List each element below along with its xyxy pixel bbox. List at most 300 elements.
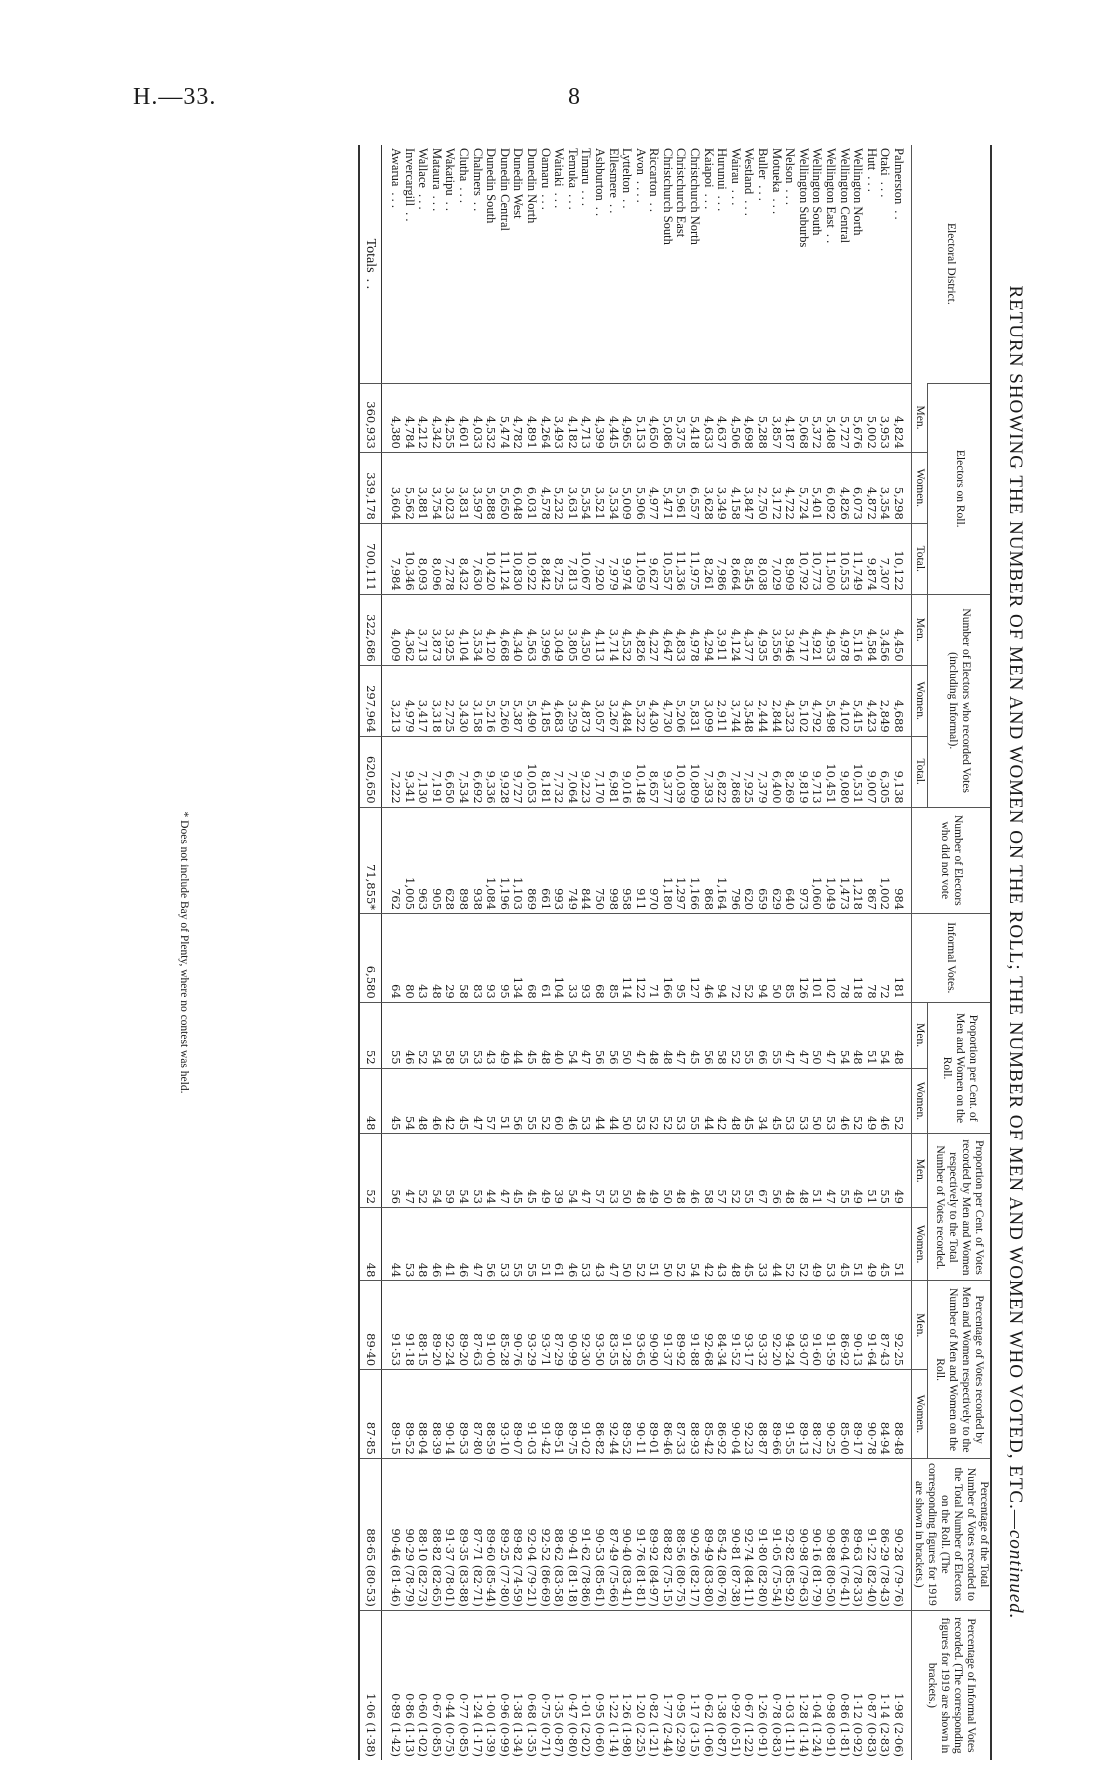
cell-did-not-vote: 911 — [633, 807, 647, 913]
sub-total: Total. — [912, 736, 929, 807]
cell-did-not-vote: 640 — [783, 807, 797, 913]
col-did-not-vote: Number of Electors who did not vote — [912, 807, 992, 913]
cell-pct-women: 91·42 — [538, 1370, 552, 1459]
cell-pct-informal: 0·78 (0·83) — [769, 1610, 783, 1760]
cell-pct-informal: 0·60 (1·02) — [416, 1610, 430, 1760]
table-row — [429, 145, 443, 1760]
table-row — [701, 145, 715, 1760]
cell-pct-informal: 1·12 (0·92) — [851, 1610, 865, 1760]
district-cell — [823, 145, 837, 383]
cell-did-not-vote: 867 — [864, 807, 878, 913]
cell-prop-roll-women: 52 — [660, 1068, 674, 1134]
cell-prop-votes-men: 51 — [864, 1134, 878, 1207]
cell-pct-informal: 0·44 (0·75) — [443, 1610, 457, 1760]
cell-voted-total: 9,016 — [620, 736, 634, 807]
district-cell — [552, 145, 566, 383]
cell-prop-votes-men: 46 — [688, 1134, 702, 1207]
cell-prop-votes-men: 53 — [470, 1134, 484, 1207]
cell-did-not-vote: 984 — [891, 807, 911, 913]
cell-prop-votes-men: 49 — [851, 1134, 865, 1207]
cell-informal: 68 — [592, 914, 606, 1003]
sub-total: Total. — [912, 523, 929, 594]
cell-prop-votes-men: 56 — [382, 1134, 402, 1207]
cell-prop-votes-women: 52 — [674, 1207, 688, 1280]
cell-voted-women: 4,102 — [837, 665, 851, 736]
cell-voted-women: 4,979 — [402, 665, 416, 736]
cell-pct-men: 93·50 — [592, 1281, 606, 1370]
cell-roll-women: 5,650 — [497, 452, 511, 523]
cell-voted-total: 10,531 — [851, 736, 865, 807]
cell-voted-total: 10,148 — [633, 736, 647, 807]
cell-voted-total: 7,732 — [552, 736, 566, 807]
cell-did-not-vote: 620 — [742, 807, 756, 913]
leader-dots: . . . — [715, 195, 730, 212]
cell-voted-men: 3,946 — [783, 594, 797, 665]
cell-informal: 64 — [382, 914, 402, 1003]
district-name: Lyttelton — [620, 148, 635, 194]
cell-pct-men: 91·28 — [620, 1281, 634, 1370]
cell-prop-roll-men: 52 — [416, 1002, 430, 1068]
cell-voted-women: 3,259 — [565, 665, 579, 736]
cell-voted-men: 4,009 — [382, 594, 402, 665]
cell-pct-informal: 1·06 (1·38) — [359, 1610, 382, 1760]
cell-prop-votes-men: 57 — [592, 1134, 606, 1207]
cell-prop-roll-women: 55 — [688, 1068, 702, 1134]
cell-roll-women: 3,023 — [443, 452, 457, 523]
cell-pct-total: 90·40 (83·41) — [620, 1458, 634, 1610]
cell-roll-men: 4,033 — [470, 383, 484, 452]
cell-voted-women: 3,057 — [592, 665, 606, 736]
district-name: Chalmers — [470, 148, 485, 196]
cell-voted-men: 4,294 — [701, 594, 715, 665]
cell-pct-men: 89·20 — [456, 1281, 470, 1370]
cell-roll-men: 4,342 — [429, 383, 443, 452]
cell-voted-women: 5,387 — [511, 665, 525, 736]
district-cell — [497, 145, 511, 383]
leader-dots: . . — [892, 210, 906, 220]
district-name: Wallace — [416, 148, 431, 188]
cell-pct-women: 88·04 — [416, 1370, 430, 1459]
cell-roll-total: 10,773 — [810, 523, 824, 594]
cell-pct-men: 91·88 — [688, 1281, 702, 1370]
cell-pct-informal: 0·47 (0·80) — [565, 1610, 579, 1760]
cell-pct-total: 90·53 (85·61) — [592, 1458, 606, 1610]
cell-roll-total: 8,545 — [742, 523, 756, 594]
cell-prop-votes-men: 51 — [810, 1134, 824, 1207]
cell-did-not-vote: 661 — [538, 807, 552, 913]
cell-did-not-vote: 71,855* — [359, 807, 382, 913]
cell-prop-roll-men: 47 — [674, 1002, 688, 1068]
leader-dots: . . . — [538, 194, 553, 210]
district-name: Christchurch South — [660, 148, 675, 245]
district-cell — [579, 145, 593, 383]
sub-women: Women. — [912, 665, 929, 736]
cell-voted-men: 4,647 — [660, 594, 674, 665]
cell-prop-votes-men: 53 — [606, 1134, 620, 1207]
rotated-table-page — [152, 145, 1026, 1760]
district-name: Dunedin Central — [497, 148, 512, 231]
cell-prop-roll-men: 48 — [538, 1002, 552, 1068]
cell-pct-informal: 1·01 (2·02) — [579, 1610, 593, 1760]
cell-pct-total: 85·42 (80·76) — [715, 1458, 729, 1610]
district-name: Westland — [742, 148, 757, 195]
cell-informal: 80 — [402, 914, 416, 1003]
cell-voted-women: 2,444 — [755, 665, 769, 736]
cell-voted-women: 5,216 — [484, 665, 498, 736]
sub-men: Men. — [912, 1002, 929, 1068]
cell-roll-total: 7,984 — [382, 523, 402, 594]
district-cell — [647, 145, 661, 383]
table-row — [443, 145, 457, 1760]
district-name: Temuka — [565, 148, 580, 189]
cell-pct-men: 90·76 — [511, 1281, 525, 1370]
cell-pct-women: 87·85 — [359, 1370, 382, 1459]
district-name: Otaki — [878, 148, 893, 176]
cell-pct-total: 92·82 (85·92) — [783, 1458, 797, 1610]
col-electors-on-roll: Electors on Roll. — [928, 383, 991, 594]
district-name: Wellington Suburbs — [796, 148, 811, 248]
cell-roll-women: 3,521 — [592, 452, 606, 523]
cell-voted-total: 620,650 — [359, 736, 382, 807]
cell-prop-votes-women: 44 — [769, 1207, 783, 1280]
cell-roll-total: 7,986 — [715, 523, 729, 594]
cell-prop-votes-men: 54 — [565, 1134, 579, 1207]
district-cell — [524, 145, 538, 383]
cell-pct-total: 90·26 (82·17) — [688, 1458, 702, 1610]
cell-prop-roll-men: 54 — [837, 1002, 851, 1068]
cell-voted-men: 4,120 — [484, 594, 498, 665]
cell-roll-men: 4,445 — [606, 383, 620, 452]
table-row — [402, 145, 416, 1760]
cell-roll-women: 5,562 — [402, 452, 416, 523]
cell-pct-informal: 1·03 (1·11) — [783, 1610, 797, 1760]
district-name: Avon — [633, 148, 648, 175]
cell-informal: 83 — [470, 914, 484, 1003]
cell-pct-total: 90·41 (81·18) — [565, 1458, 579, 1610]
district-cell — [382, 145, 402, 383]
district-cell — [470, 145, 484, 383]
cell-pct-men: 89·40 — [359, 1281, 382, 1370]
cell-informal: 85 — [606, 914, 620, 1003]
cell-did-not-vote: 1,164 — [715, 807, 729, 913]
cell-voted-total: 10,809 — [688, 736, 702, 807]
cell-roll-total: 10,830 — [511, 523, 525, 594]
district-name: Dunedin North — [524, 148, 539, 224]
cell-pct-total: 90·88 (80·50) — [823, 1458, 837, 1610]
cell-prop-roll-women: 53 — [796, 1068, 810, 1134]
cell-voted-total: 9,080 — [837, 736, 851, 807]
cell-informal: 181 — [891, 914, 911, 1003]
cell-roll-women: 3,831 — [456, 452, 470, 523]
cell-prop-roll-women: 48 — [359, 1068, 382, 1134]
cell-prop-roll-women: 49 — [864, 1068, 878, 1134]
cell-prop-roll-women: 54 — [402, 1068, 416, 1134]
cell-pct-women: 89·13 — [796, 1370, 810, 1459]
cell-roll-men: 4,784 — [402, 383, 416, 452]
district-name: Clutha — [457, 148, 471, 182]
cell-roll-men: 5,002 — [864, 383, 878, 452]
cell-prop-roll-women: 50 — [810, 1068, 824, 1134]
cell-did-not-vote: 869 — [524, 807, 538, 913]
cell-prop-roll-men: 40 — [552, 1002, 566, 1068]
cell-voted-women: 5,102 — [796, 665, 810, 736]
cell-voted-men: 3,713 — [416, 594, 430, 665]
cell-did-not-vote: 1,049 — [823, 807, 837, 913]
cell-roll-women: 5,961 — [674, 452, 688, 523]
district-cell — [674, 145, 688, 383]
cell-informal: 43 — [416, 914, 430, 1003]
cell-prop-roll-women: 48 — [728, 1068, 742, 1134]
cell-pct-women: 90·04 — [728, 1370, 742, 1459]
cell-prop-roll-women: 45 — [382, 1068, 402, 1134]
cell-prop-votes-women: 33 — [755, 1207, 769, 1280]
table-body — [359, 145, 912, 1760]
cell-prop-votes-women: 51 — [851, 1207, 865, 1280]
cell-pct-informal: 0·67 (1·22) — [742, 1610, 756, 1760]
cell-voted-women: 3,430 — [456, 665, 470, 736]
title-main: RETURN SHOWING THE NUMBER OF MEN AND WOMEN ON THE ROLL; THE NUMBER OF MEN AND WOMEN WHO VOTED, ETC.— — [1005, 285, 1026, 1530]
cell-voted-women: 2,844 — [769, 665, 783, 736]
district-name: Dunedin West — [511, 148, 526, 219]
cell-voted-women: 4,185 — [538, 665, 552, 736]
cell-prop-votes-women: 50 — [620, 1207, 634, 1280]
cell-roll-total: 8,261 — [701, 523, 715, 594]
cell-voted-men: 4,113 — [592, 594, 606, 665]
cell-pct-total: 90·28 (79·76) — [891, 1458, 911, 1610]
cell-prop-roll-women: 52 — [851, 1068, 865, 1134]
cell-prop-roll-women: 47 — [470, 1068, 484, 1134]
cell-voted-women: 5,831 — [688, 665, 702, 736]
cell-roll-women: 6,557 — [688, 452, 702, 523]
district-cell — [864, 145, 878, 383]
district-name: Christchurch North — [688, 148, 703, 245]
cell-informal: 33 — [565, 914, 579, 1003]
cell-pct-men: 83·55 — [606, 1281, 620, 1370]
district-name: Kaiapoi — [701, 148, 716, 188]
cell-voted-women: 4,688 — [891, 665, 911, 736]
cell-did-not-vote: 970 — [647, 807, 661, 913]
election-return-table — [358, 145, 992, 1760]
col-pct-voted: Percentage of Votes recorded by Men and Women respectively to the Number of Men and Women on the Roll. — [928, 1281, 991, 1458]
cell-roll-men: 5,068 — [796, 383, 810, 452]
cell-roll-total: 7,813 — [565, 523, 579, 594]
col-proportion-votes: Proportion per Cent. of Votes recorded by Men and Women respectively to the Total Number of Votes recorded. — [928, 1134, 991, 1281]
cell-voted-total: 7,379 — [755, 736, 769, 807]
leader-dots: . . . — [783, 189, 798, 206]
cell-pct-total: 91·05 (75·54) — [769, 1458, 783, 1610]
cell-prop-votes-men: 67 — [755, 1134, 769, 1207]
cell-did-not-vote: 998 — [606, 807, 620, 913]
cell-pct-women: 93·10 — [497, 1370, 511, 1459]
cell-roll-women: 6,031 — [524, 452, 538, 523]
cell-prop-votes-women: 45 — [742, 1207, 756, 1280]
cell-pct-informal: 0·95 (0·60) — [592, 1610, 606, 1760]
cell-did-not-vote: 938 — [470, 807, 484, 913]
cell-pct-women: 88·48 — [891, 1370, 911, 1459]
cell-prop-roll-women: 46 — [837, 1068, 851, 1134]
cell-roll-women: 3,628 — [701, 452, 715, 523]
cell-prop-votes-women: 51 — [891, 1207, 911, 1280]
cell-prop-roll-men: 51 — [864, 1002, 878, 1068]
cell-informal: 6,580 — [359, 914, 382, 1003]
district-name: Wellington South — [810, 148, 825, 236]
cell-roll-men: 5,418 — [688, 383, 702, 452]
cell-roll-men: 3,953 — [878, 383, 892, 452]
cell-roll-women: 339,178 — [359, 452, 382, 523]
cell-pct-informal: 1·22 (1·14) — [606, 1610, 620, 1760]
cell-roll-total: 700,111 — [359, 523, 382, 594]
cell-roll-men: 4,187 — [783, 383, 797, 452]
document-code: H.—33. — [133, 84, 217, 110]
table-row — [755, 145, 769, 1760]
cell-informal: 78 — [864, 914, 878, 1003]
district-cell — [620, 145, 634, 383]
district-cell — [402, 145, 416, 383]
district-cell — [783, 145, 797, 383]
cell-pct-total: 86·04 (76·41) — [837, 1458, 851, 1610]
cell-pct-total: 88·56 (80·75) — [674, 1458, 688, 1610]
cell-did-not-vote: 629 — [769, 807, 783, 913]
cell-pct-women: 89·17 — [851, 1370, 865, 1459]
cell-prop-votes-men: 49 — [647, 1134, 661, 1207]
cell-roll-men: 5,153 — [633, 383, 647, 452]
table-row — [579, 145, 593, 1760]
cell-roll-total: 11,500 — [823, 523, 837, 594]
district-cell — [728, 145, 742, 383]
cell-pct-women: 91·03 — [524, 1370, 538, 1459]
cell-voted-women: 4,430 — [647, 665, 661, 736]
cell-voted-women: 4,683 — [552, 665, 566, 736]
cell-voted-women: 2,849 — [878, 665, 892, 736]
cell-prop-roll-women: 48 — [416, 1068, 430, 1134]
district-name: Christchurch East — [674, 148, 689, 238]
cell-voted-total: 9,336 — [484, 736, 498, 807]
district-cell — [796, 145, 810, 383]
leader-dots: . . . — [552, 192, 567, 209]
table-row — [769, 145, 783, 1760]
cell-prop-votes-women: 46 — [565, 1207, 579, 1280]
cell-voted-women: 4,323 — [783, 665, 797, 736]
cell-prop-roll-men: 56 — [606, 1002, 620, 1068]
cell-roll-men: 4,255 — [443, 383, 457, 452]
cell-roll-total: 11,124 — [497, 523, 511, 594]
cell-voted-total: 7,222 — [382, 736, 402, 807]
cell-did-not-vote: 750 — [592, 807, 606, 913]
cell-voted-total: 8,181 — [538, 736, 552, 807]
col-pct-informal: Percentage of Informal Votes recorded. (The corresponding figures for 1919 are shown in brackets.) — [912, 1610, 992, 1760]
cell-prop-votes-men: 54 — [429, 1134, 443, 1207]
cell-prop-roll-men: 54 — [429, 1002, 443, 1068]
cell-did-not-vote: 796 — [728, 807, 742, 913]
cell-prop-roll-women: 55 — [524, 1068, 538, 1134]
cell-pct-informal: 0·96 (0·99) — [497, 1610, 511, 1760]
cell-prop-roll-men: 54 — [878, 1002, 892, 1068]
cell-roll-men: 4,713 — [579, 383, 593, 452]
cell-pct-men: 91·64 — [864, 1281, 878, 1370]
cell-pct-informal: 1·28 (1·14) — [796, 1610, 810, 1760]
table-row — [742, 145, 756, 1760]
cell-prop-votes-women: 53 — [823, 1207, 837, 1280]
col-district: Electoral District. — [912, 145, 992, 383]
cell-pct-total: 91·22 (82·40) — [864, 1458, 878, 1610]
cell-roll-total: 7,979 — [606, 523, 620, 594]
leader-dots: . . . — [878, 181, 893, 198]
cell-prop-votes-women: 55 — [524, 1207, 538, 1280]
cell-prop-votes-men: 55 — [878, 1134, 892, 1207]
cell-roll-total: 8,093 — [416, 523, 430, 594]
cell-roll-total: 10,792 — [796, 523, 810, 594]
cell-pct-total: 92·52 (86·69) — [538, 1458, 552, 1610]
cell-informal: 61 — [538, 914, 552, 1003]
district-name: Wakatipu — [443, 148, 458, 196]
cell-roll-men: 5,474 — [497, 383, 511, 452]
cell-pct-informal: 0·77 (0·85) — [456, 1610, 470, 1760]
cell-roll-women: 3,597 — [470, 452, 484, 523]
cell-pct-total: 90·29 (78·79) — [402, 1458, 416, 1610]
cell-roll-men: 4,212 — [416, 383, 430, 452]
cell-prop-roll-women: 50 — [620, 1068, 634, 1134]
cell-prop-votes-women: 53 — [497, 1207, 511, 1280]
cell-voted-total: 7,393 — [701, 736, 715, 807]
cell-roll-women: 5,471 — [660, 452, 674, 523]
district-cell — [359, 145, 382, 383]
cell-pct-women: 87·33 — [674, 1370, 688, 1459]
district-cell — [742, 145, 756, 383]
cell-did-not-vote: 1,196 — [497, 807, 511, 913]
table-row — [810, 145, 824, 1760]
cell-pct-informal: 0·95 (2·29) — [674, 1610, 688, 1760]
cell-roll-total: 10,067 — [579, 523, 593, 594]
leader-dots: . . . — [565, 194, 580, 210]
cell-voted-women: 3,158 — [470, 665, 484, 736]
cell-prop-votes-men: 49 — [891, 1134, 911, 1207]
cell-prop-votes-women: 45 — [837, 1207, 851, 1280]
cell-pct-total: 90·16 (81·79) — [810, 1458, 824, 1610]
cell-roll-women: 4,158 — [728, 452, 742, 523]
leader-dots: . . . — [457, 187, 471, 203]
cell-prop-votes-men: 50 — [660, 1134, 674, 1207]
district-cell — [484, 145, 498, 383]
cell-pct-women: 89·15 — [382, 1370, 402, 1459]
cell-pct-informal: 0·75 (0·71) — [538, 1610, 552, 1760]
cell-did-not-vote: 762 — [382, 807, 402, 913]
cell-voted-men: 4,532 — [620, 594, 634, 665]
cell-roll-total: 10,122 — [891, 523, 911, 594]
cell-pct-men: 93·65 — [633, 1281, 647, 1370]
cell-roll-total: 11,749 — [851, 523, 865, 594]
cell-prop-votes-women: 47 — [470, 1207, 484, 1280]
footnote: * Does not include Bay of Plenty, where no contest was held. — [178, 811, 190, 1094]
cell-pct-total: 91·76 (81·81) — [633, 1458, 647, 1610]
cell-prop-roll-women: 53 — [633, 1068, 647, 1134]
cell-voted-total: 6,650 — [443, 736, 457, 807]
cell-voted-men: 4,921 — [810, 594, 824, 665]
cell-prop-votes-men: 56 — [769, 1134, 783, 1207]
cell-informal: 93 — [579, 914, 593, 1003]
cell-voted-total: 10,039 — [674, 736, 688, 807]
cell-did-not-vote: 1,180 — [660, 807, 674, 913]
cell-voted-total: 8,269 — [783, 736, 797, 807]
cell-voted-men: 4,978 — [837, 594, 851, 665]
cell-pct-men: 91·60 — [810, 1281, 824, 1370]
district-name: Wairau — [728, 148, 743, 184]
district-name: Riccarton — [647, 148, 662, 197]
district-name: Hurunui — [715, 148, 730, 190]
cell-prop-roll-women: 46 — [878, 1068, 892, 1134]
cell-prop-votes-women: 49 — [810, 1207, 824, 1280]
leader-dots: . . . — [389, 192, 404, 209]
cell-pct-total: 89·92 (84·97) — [647, 1458, 661, 1610]
